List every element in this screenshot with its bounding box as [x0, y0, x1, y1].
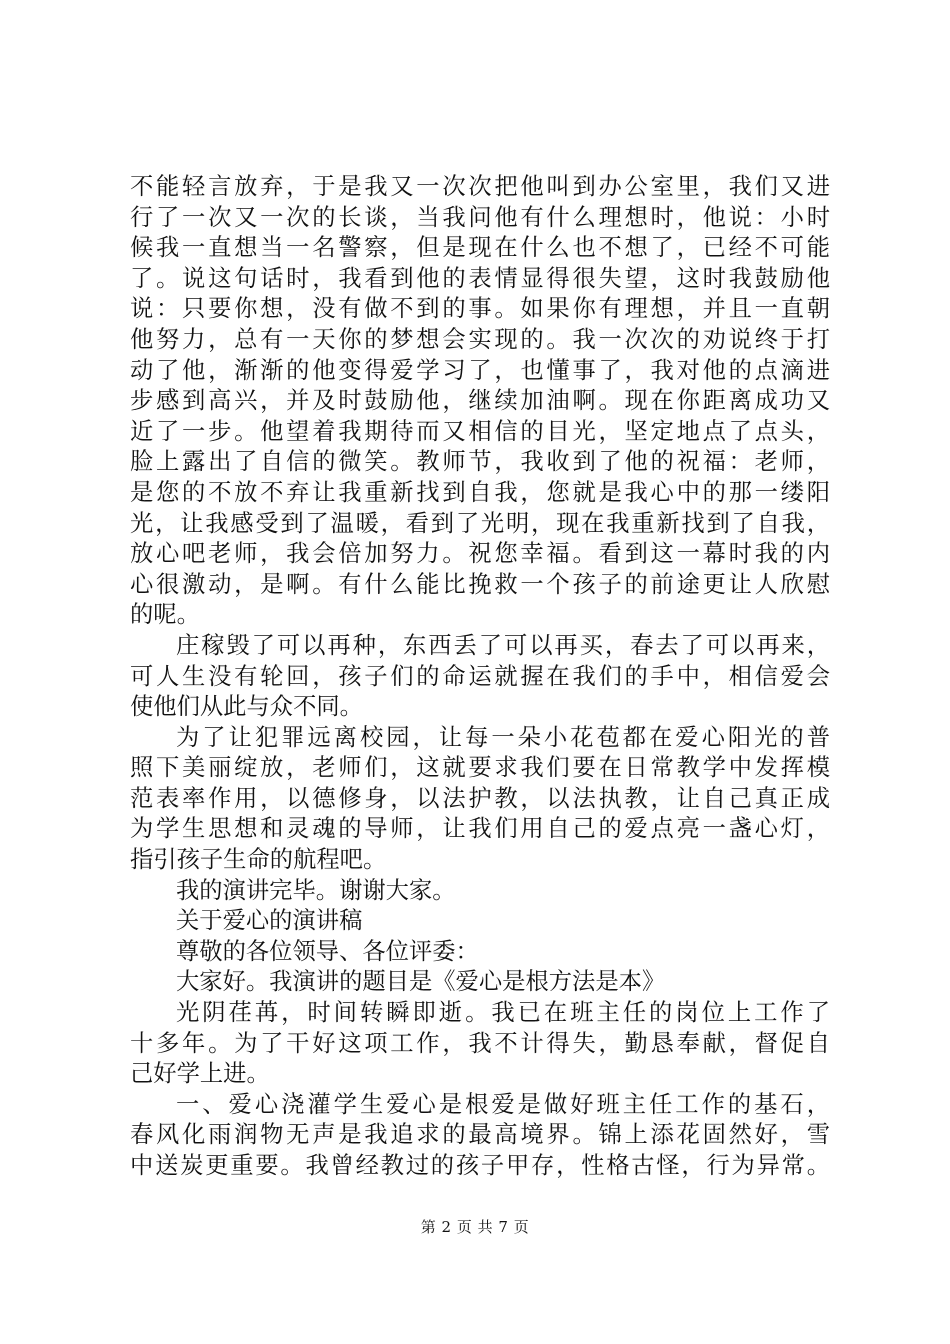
text-line: 步感到高兴，并及时鼓励他，继续加油啊。现在你距离成功又	[130, 387, 830, 415]
page-number-label: 第 2 页 共 7 页	[420, 1218, 530, 1236]
text-line: 是您的不放不弃让我重新找到自我，您就是我心中的那一缕阳	[130, 478, 830, 506]
text-line: 候我一直想当一名警察，但是现在什么也不想了，已经不可能	[130, 234, 830, 262]
text-line: 动了他，渐渐的他变得爱学习了，也懂事了，我对他的点滴进	[130, 356, 830, 384]
text-line: 不能轻言放弃，于是我又一次次把他叫到办公室里，我们又进	[130, 173, 830, 200]
text-line: 庄稼毁了可以再种，东西丢了可以再买，春去了可以再来，	[176, 631, 830, 659]
text-line: 心很激动，是啊。有什么能比挽救一个孩子的前途更让人欣慰	[130, 570, 830, 598]
text-line: 可人生没有轮回，孩子们的命运就握在我们的手中，相信爱会	[130, 662, 830, 690]
text-line: 为学生思想和灵魂的导师，让我们用自己的爱点亮一盏心灯，	[130, 815, 830, 843]
text-line: 的呢。	[130, 601, 200, 629]
text-line: 放心吧老师，我会倍加努力。祝您幸福。看到这一幕时我的内	[130, 540, 830, 568]
text-line: 脸上露出了自信的微笑。教师节，我收到了他的祝福：老师，	[130, 448, 830, 476]
text-line: 一、爱心浇灌学生爱心是根爱是做好班主任工作的基石，	[176, 1090, 830, 1118]
text-line: 他努力，总有一天你的梦想会实现的。我一次次的劝说终于打	[130, 325, 830, 353]
text-line: 指引孩子生命的航程吧。	[130, 846, 387, 874]
text-line: 光，让我感受到了温暖，看到了光明，现在我重新找到了自我，	[130, 509, 830, 537]
text-line: 了。说这句话时，我看到他的表情显得很失望，这时我鼓励他	[130, 264, 830, 292]
text-line: 范表率作用，以德修身，以法护教，以法执教，让自己真正成	[130, 784, 830, 812]
text-line: 十多年。为了干好这项工作，我不计得失，勤恳奉献，督促自	[130, 1029, 830, 1057]
text-line: 近了一步。他望着我期待而又相信的目光，坚定地点了点头，	[130, 417, 830, 445]
text-line: 行了一次又一次的长谈，当我问他有什么理想时，他说：小时	[130, 203, 830, 231]
text-line: 为了让犯罪远离校园，让每一朵小花苞都在爱心阳光的普	[176, 723, 830, 751]
text-line: 尊敬的各位领导、各位评委：	[176, 937, 479, 965]
text-line: 春风化雨润物无声是我追求的最高境界。锦上添花固然好，雪	[130, 1121, 830, 1149]
text-line: 己好学上进。	[130, 1060, 270, 1088]
text-line: 说：只要你想，没有做不到的事。如果你有理想，并且一直朝	[130, 295, 830, 323]
text-line: 光阴荏苒，时间转瞬即逝。我已在班主任的岗位上工作了	[176, 999, 830, 1027]
text-line: 大家好。我演讲的题目是《爱心是根方法是本》	[176, 968, 666, 996]
text-line: 照下美丽绽放，老师们，这就要求我们要在日常教学中发挥模	[130, 754, 830, 782]
document-body	[130, 172, 830, 1182]
text-line: 使他们从此与众不同。	[130, 693, 363, 721]
text-line: 关于爱心的演讲稿	[176, 907, 363, 935]
text-line: 中送炭更重要。我曾经教过的孩子甲存，性格古怪，行为异常。	[130, 1152, 830, 1179]
page-footer	[0, 1216, 950, 1237]
text-line: 我的演讲完毕。谢谢大家。	[176, 876, 456, 904]
